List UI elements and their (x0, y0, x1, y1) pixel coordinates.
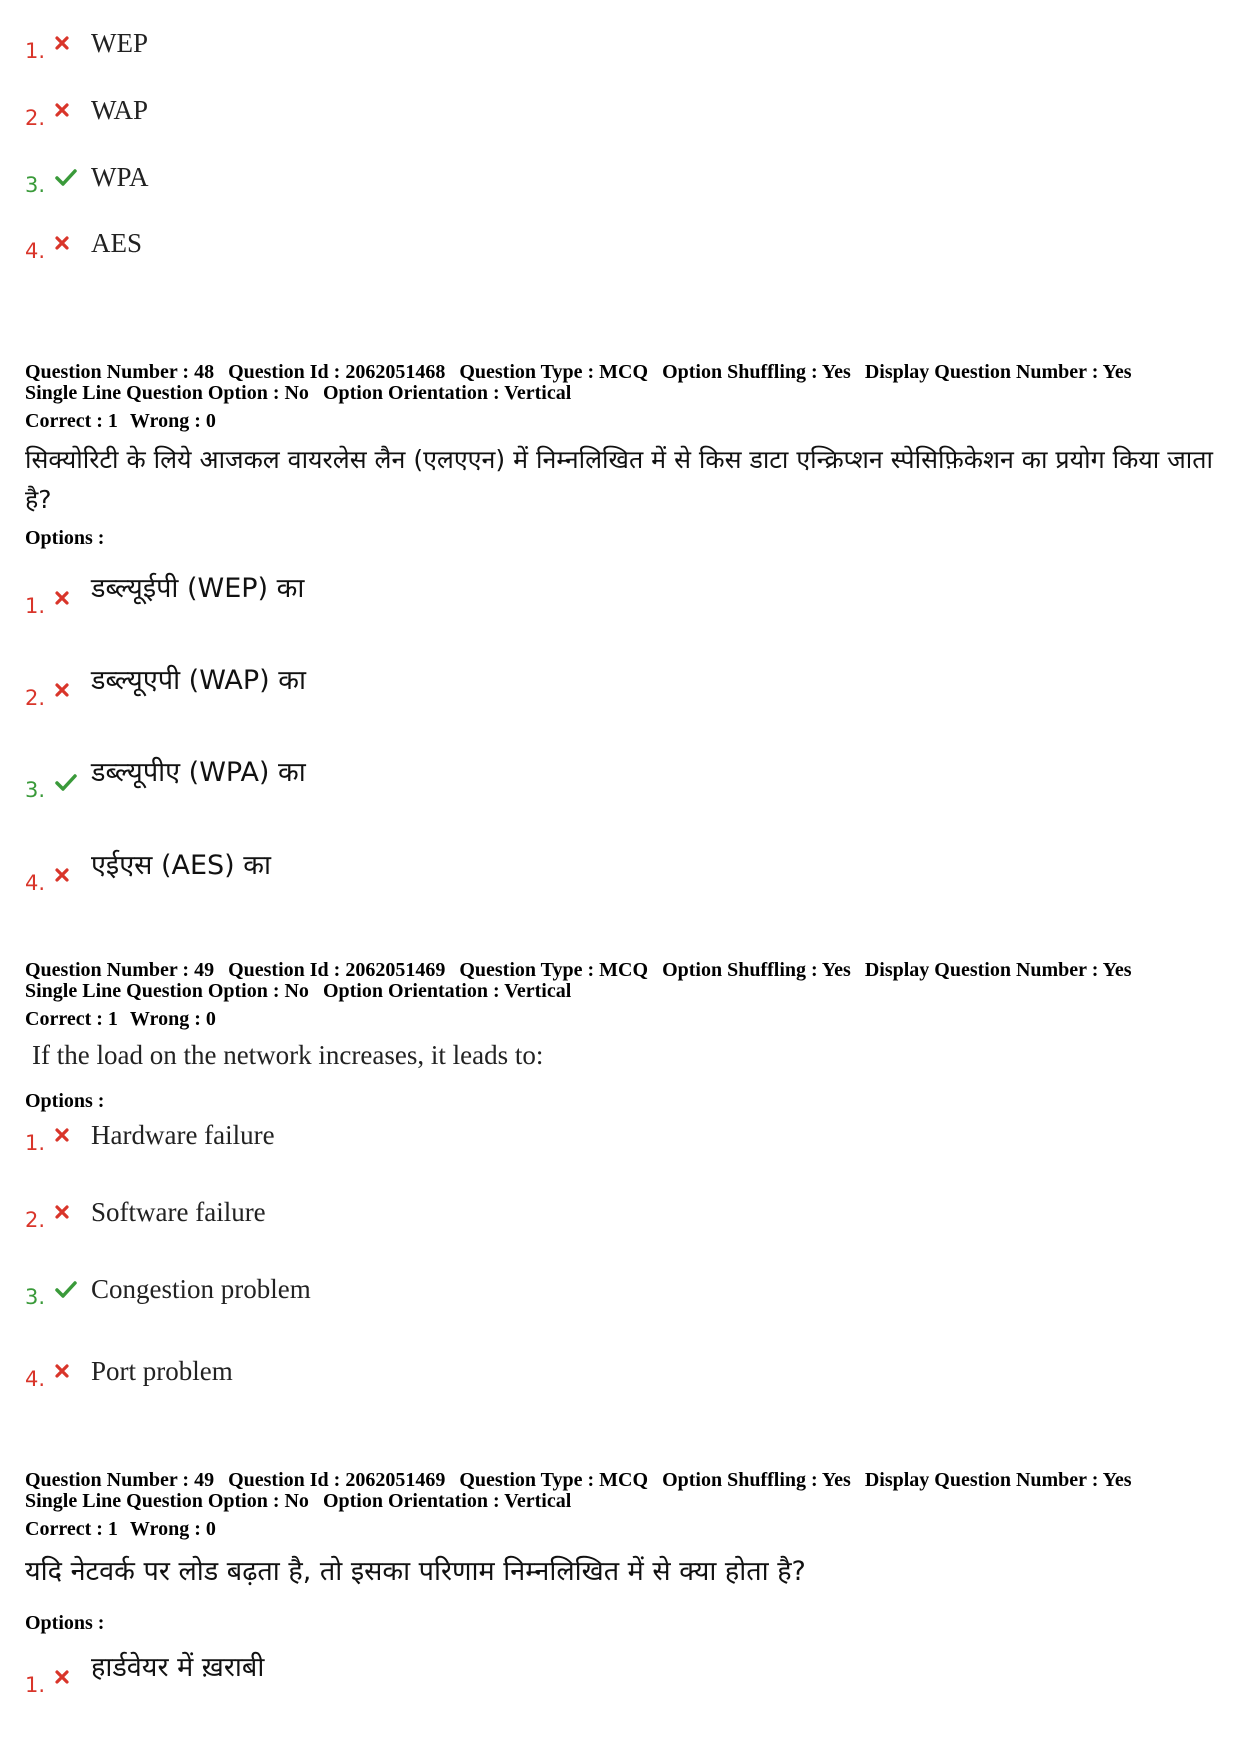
option-number: 1. (25, 39, 46, 63)
question-meta (25, 362, 1225, 404)
option-number: 2. (25, 106, 46, 130)
option-number: 4. (25, 1367, 46, 1391)
option-row (25, 850, 271, 900)
checkmark-icon (55, 1280, 91, 1298)
cross-icon (55, 103, 91, 117)
score-line (25, 1518, 1225, 1541)
option-row (25, 757, 306, 807)
wrong-marks: Wrong : 0 (129, 1008, 216, 1030)
option-row (25, 1110, 275, 1160)
correct-marks: Correct : 1 (25, 1008, 118, 1030)
option-row (25, 152, 149, 202)
correct-marks: Correct : 1 (25, 410, 118, 432)
cross-icon (55, 591, 91, 605)
option-number: 1. (25, 1673, 46, 1697)
meta-display-number: Display Question Number : Yes (864, 1469, 1132, 1491)
option-text: Software failure (91, 1196, 266, 1227)
meta-question-type: Question Type : MCQ (459, 1469, 649, 1491)
question-text: सिक्योरिटी के लिये आजकल वायरलेस लैन (एलएएन) में निम्नलिखित में से किस डाटा एन्क्रिप्शन स्पेसिफ़िकेशन का प्रयोग किया जाता है? (25, 445, 1213, 514)
cross-icon (55, 868, 91, 882)
option-row (25, 18, 148, 68)
option-text: हार्डवेयर में ख़राबी (91, 1651, 265, 1683)
cross-icon (55, 683, 91, 697)
option-number: 4. (25, 871, 46, 895)
option-row (25, 665, 306, 715)
option-number: 3. (25, 778, 46, 802)
option-number: 1. (25, 594, 46, 618)
option-text: WEP (91, 27, 148, 58)
meta-single-line: Single Line Question Option : No (25, 382, 309, 404)
option-row (25, 218, 142, 268)
correct-marks: Correct : 1 (25, 1518, 118, 1540)
option-number: 4. (25, 239, 46, 263)
meta-question-id: Question Id : 2062051469 (228, 1469, 446, 1491)
option-row (25, 85, 148, 135)
wrong-marks: Wrong : 0 (129, 1518, 216, 1540)
meta-question-number: Question Number : 49 (25, 959, 215, 981)
meta-question-id: Question Id : 2062051468 (228, 361, 446, 383)
option-number: 1. (25, 1131, 46, 1155)
checkmark-icon (55, 168, 91, 186)
cross-icon (55, 236, 91, 250)
meta-single-line: Single Line Question Option : No (25, 980, 309, 1002)
options-label: Options : (25, 1090, 105, 1112)
option-row (25, 1187, 266, 1237)
option-text: Hardware failure (91, 1119, 275, 1150)
options-label: Options : (25, 1612, 105, 1634)
meta-display-number: Display Question Number : Yes (864, 361, 1132, 383)
option-text: WAP (91, 94, 149, 125)
meta-orientation: Option Orientation : Vertical (322, 980, 572, 1002)
cross-icon (55, 36, 91, 50)
option-row (25, 1264, 311, 1314)
question-meta (25, 960, 1225, 1002)
options-label: Options : (25, 527, 105, 549)
meta-single-line: Single Line Question Option : No (25, 1490, 309, 1512)
meta-question-type: Question Type : MCQ (459, 959, 649, 981)
option-text: डब्ल्यूईपी (WEP) का (91, 572, 305, 604)
meta-question-number: Question Number : 49 (25, 1469, 215, 1491)
meta-display-number: Display Question Number : Yes (864, 959, 1132, 981)
meta-option-shuffling: Option Shuffling : Yes (662, 959, 851, 981)
option-text: Port problem (91, 1355, 233, 1386)
question-text: If the load on the network increases, it leads to: (32, 1040, 544, 1070)
option-text: डब्ल्यूएपी (WAP) का (91, 664, 307, 696)
wrong-marks: Wrong : 0 (129, 410, 216, 432)
option-text: Congestion problem (91, 1273, 311, 1304)
question-meta (25, 1470, 1225, 1512)
meta-option-shuffling: Option Shuffling : Yes (662, 361, 851, 383)
option-number: 3. (25, 173, 46, 197)
cross-icon (55, 1364, 91, 1378)
cross-icon (55, 1128, 91, 1142)
option-text: एईएस (AES) का (91, 849, 272, 881)
meta-option-shuffling: Option Shuffling : Yes (662, 1469, 851, 1491)
meta-question-id: Question Id : 2062051469 (228, 959, 446, 981)
cross-icon (55, 1670, 91, 1684)
option-text: डब्ल्यूपीए (WPA) का (91, 756, 306, 788)
cross-icon (55, 1205, 91, 1219)
option-text: WPA (91, 161, 149, 192)
meta-question-number: Question Number : 48 (25, 361, 215, 383)
option-text: AES (91, 227, 143, 258)
option-number: 2. (25, 686, 46, 710)
option-row (25, 573, 304, 623)
meta-orientation: Option Orientation : Vertical (322, 382, 572, 404)
meta-orientation: Option Orientation : Vertical (322, 1490, 572, 1512)
meta-question-type: Question Type : MCQ (459, 361, 649, 383)
score-line (25, 410, 1225, 433)
checkmark-icon (55, 773, 91, 791)
option-number: 3. (25, 1285, 46, 1309)
question-text: यदि नेटवर्क पर लोड बढ़ता है, तो इसका परिणाम निम्नलिखित में से क्या होता है? (25, 1556, 806, 1587)
score-line (25, 1008, 1225, 1031)
option-number: 2. (25, 1208, 46, 1232)
option-row (25, 1346, 233, 1396)
option-row (25, 1652, 264, 1702)
